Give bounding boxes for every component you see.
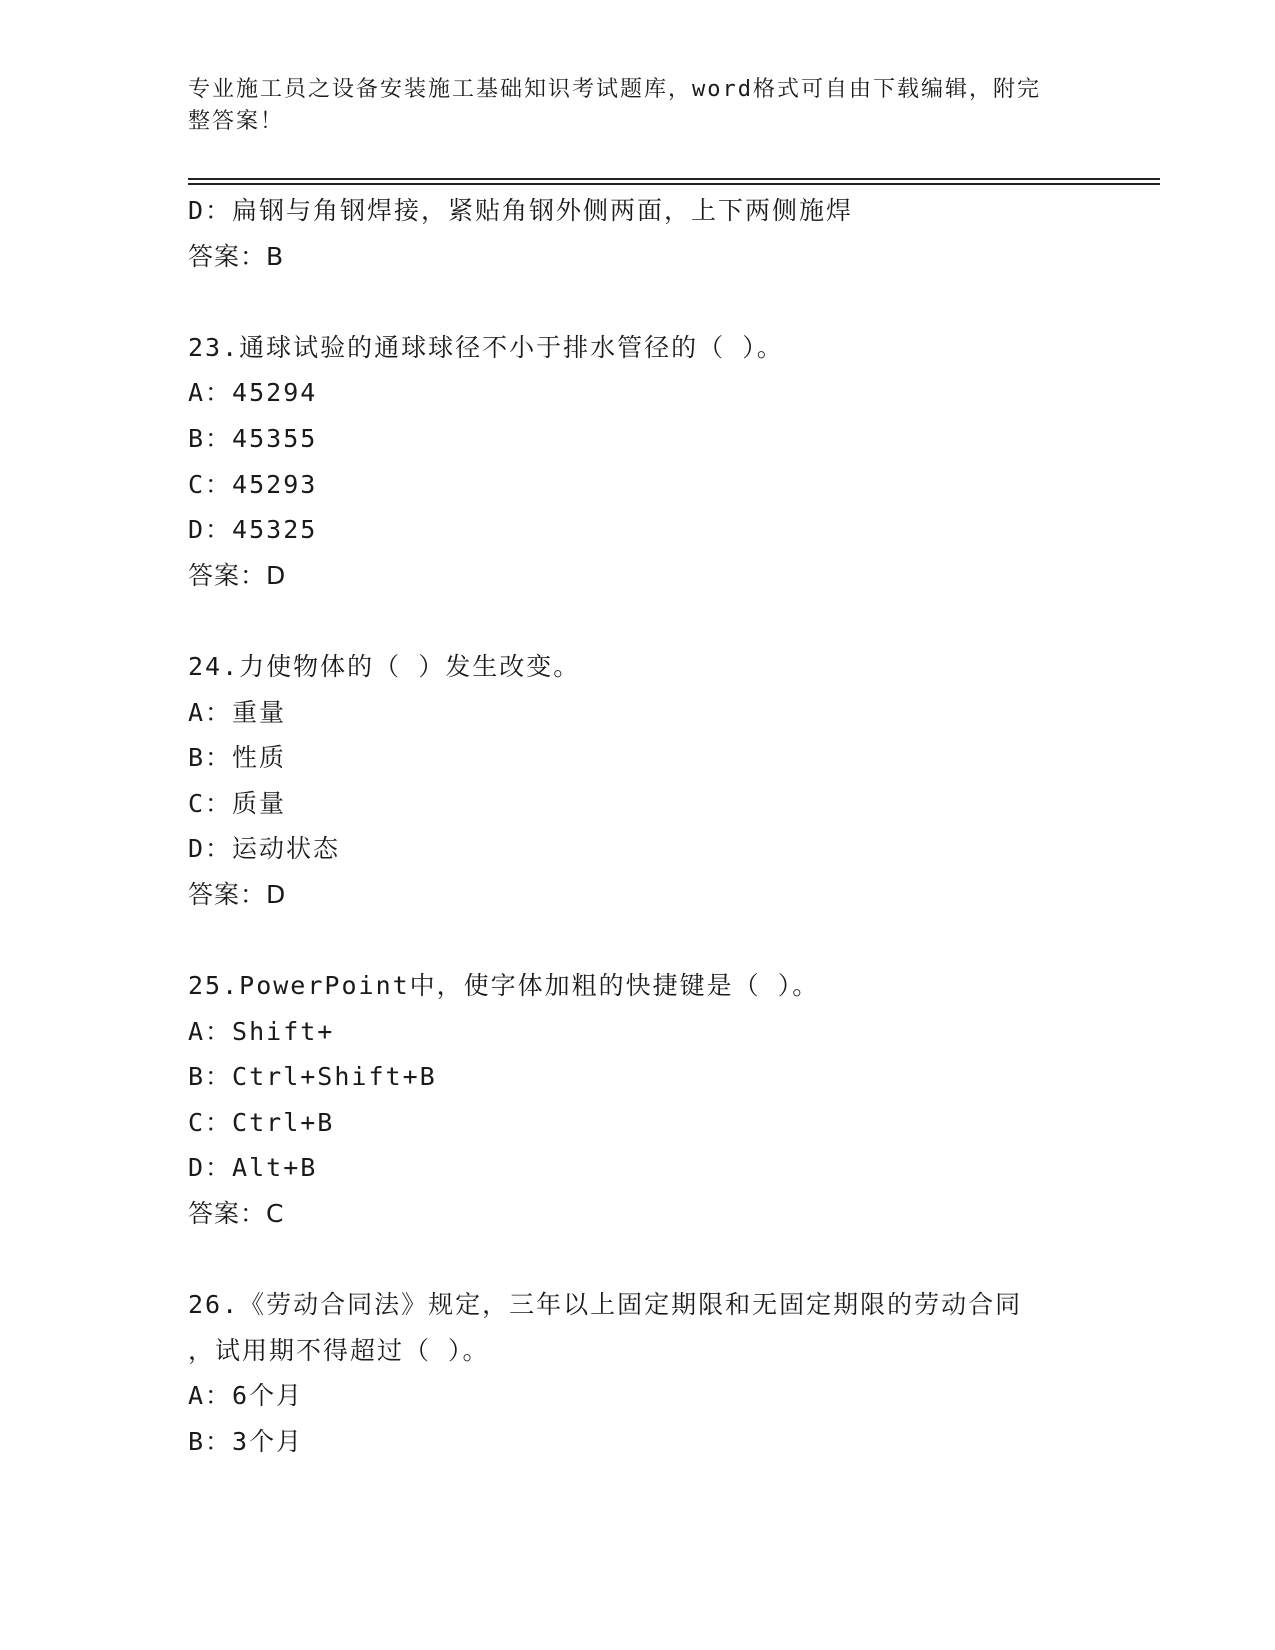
answer-line: 答案：D [188,879,287,909]
option-b: B：性质 [188,743,287,773]
question-stem: 24.力使物体的（ ）发生改变。 [188,651,581,681]
header-rule-bottom [188,183,1160,185]
header-rule-top [188,178,1160,180]
header-line-2: 整答案！ [188,109,285,134]
question-22-tail [188,188,1148,279]
header-line-1: 专业施工员之设备安装施工基础知识考试题库，word格式可自由下载编辑，附完 [188,77,1041,102]
option-c: C：质量 [188,788,287,818]
question-stem-continued: ，试用期不得超过（ ）。 [188,1335,490,1365]
question-24 [188,644,1148,918]
question-26 [188,1282,1148,1464]
document-body [188,188,1148,1465]
option-a: A：45294 [188,378,318,408]
option-b: B：Ctrl+Shift+B [188,1062,437,1092]
question-stem: 23.通球试验的通球球径不小于排水管径的（ ）。 [188,332,784,362]
option-a: A：6个月 [188,1381,304,1411]
option-a: A：Shift+ [188,1016,335,1046]
option-a: A：重量 [188,697,287,727]
option-c: C：Ctrl+B [188,1107,335,1137]
answer-line: 答案：D [188,560,287,590]
option-d: D：45325 [188,515,318,545]
answer-line: 答案：B [188,241,285,271]
option-d: D：运动状态 [188,834,341,864]
question-stem: 26.《劳动合同法》规定，三年以上固定期限和无固定期限的劳动合同 [188,1290,1023,1320]
page-header [188,74,1088,138]
answer-line: 答案：C [188,1199,285,1229]
option-b: B：45355 [188,423,318,453]
question-stem: 25.PowerPoint中，使字体加粗的快捷键是（ ）。 [188,971,820,1001]
option-c: C：45293 [188,469,318,499]
option-d: D：扁钢与角钢焊接，紧贴角钢外侧两面，上下两侧施焊 [188,196,854,225]
option-d: D：Alt+B [188,1153,318,1183]
question-23 [188,325,1148,599]
option-b: B：3个月 [188,1427,304,1457]
question-25 [188,963,1148,1237]
